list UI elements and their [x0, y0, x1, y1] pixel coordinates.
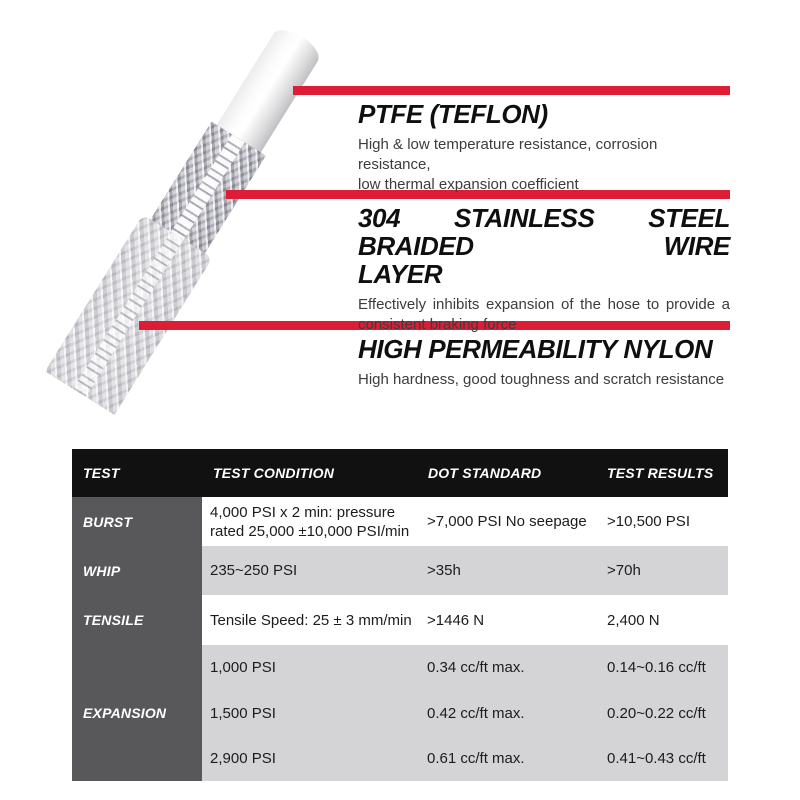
table-header-test-condition: TEST CONDITION [202, 449, 420, 497]
section-description [358, 370, 730, 390]
table-header-dot-standard: DOT STANDARD [420, 449, 600, 497]
section-title-line: 304 STAINLESS STEEL BRAIDED WIRE [358, 203, 730, 261]
section-braid [358, 204, 730, 335]
section-body-line: consistent braking force [358, 316, 517, 333]
table-cell: >1446 N [420, 595, 600, 645]
table-cell: >35h [420, 546, 600, 595]
section-body-line: High & low temperature resistance, corrosion resistance, [358, 136, 658, 173]
table-cell: 0.20~0.22 cc/ft [600, 690, 728, 736]
section-title-line: LAYER [358, 259, 443, 289]
section-title [358, 100, 730, 128]
section-title [358, 335, 730, 363]
table-cell: 0.14~0.16 cc/ft [600, 645, 728, 690]
row-label-expansion: EXPANSION [72, 645, 202, 781]
table-cell: >7,000 PSI No seepage [420, 497, 600, 546]
table-cell: 0.61 cc/ft max. [420, 736, 600, 781]
table-cell: >10,500 PSI [600, 497, 728, 546]
table-cell: 235~250 PSI [202, 546, 420, 595]
table-header-test-results: TEST RESULTS [600, 449, 728, 497]
table-cell: 0.41~0.43 cc/ft [600, 736, 728, 781]
hose-nylon-layer [45, 214, 213, 414]
table-cell: 2,900 PSI [202, 736, 420, 781]
section-title-line: PTFE (TEFLON) [358, 99, 548, 129]
row-label-tensile: TENSILE [72, 595, 202, 645]
row-label-burst: BURST [72, 497, 202, 546]
callout-line-ptfe [293, 86, 730, 95]
section-nylon [358, 335, 730, 390]
test-results-table [72, 449, 728, 781]
section-description [358, 135, 730, 195]
hose-highlight [73, 232, 184, 397]
hose-highlight [171, 134, 245, 239]
table-cell: 2,400 N [600, 595, 728, 645]
table-cell: 0.34 cc/ft max. [420, 645, 600, 690]
section-ptfe [358, 100, 730, 195]
section-title-line: HIGH PERMEABILITY NYLON [358, 334, 713, 364]
section-title [358, 204, 730, 288]
table-cell: 4,000 PSI x 2 min: pressure rated 25,000 ±10,000 PSI/min [202, 497, 420, 546]
section-body-line: High hardness, good toughness and scratch resistance [358, 371, 725, 388]
table-header-test: TEST [72, 449, 202, 497]
table-cell: 1,000 PSI [202, 645, 420, 690]
table-cell: Tensile Speed: 25 ± 3 mm/min [202, 595, 420, 645]
section-body-line: Effectively inhibits expansion of the hose to provide a [358, 296, 730, 313]
section-description [358, 295, 730, 335]
table-cell: 1,500 PSI [202, 690, 420, 736]
row-label-whip: WHIP [72, 546, 202, 595]
section-body-line: low thermal expansion coefficient [358, 176, 579, 193]
table-cell: 0.42 cc/ft max. [420, 690, 600, 736]
hose-image [45, 15, 337, 415]
table-cell: >70h [600, 546, 728, 595]
